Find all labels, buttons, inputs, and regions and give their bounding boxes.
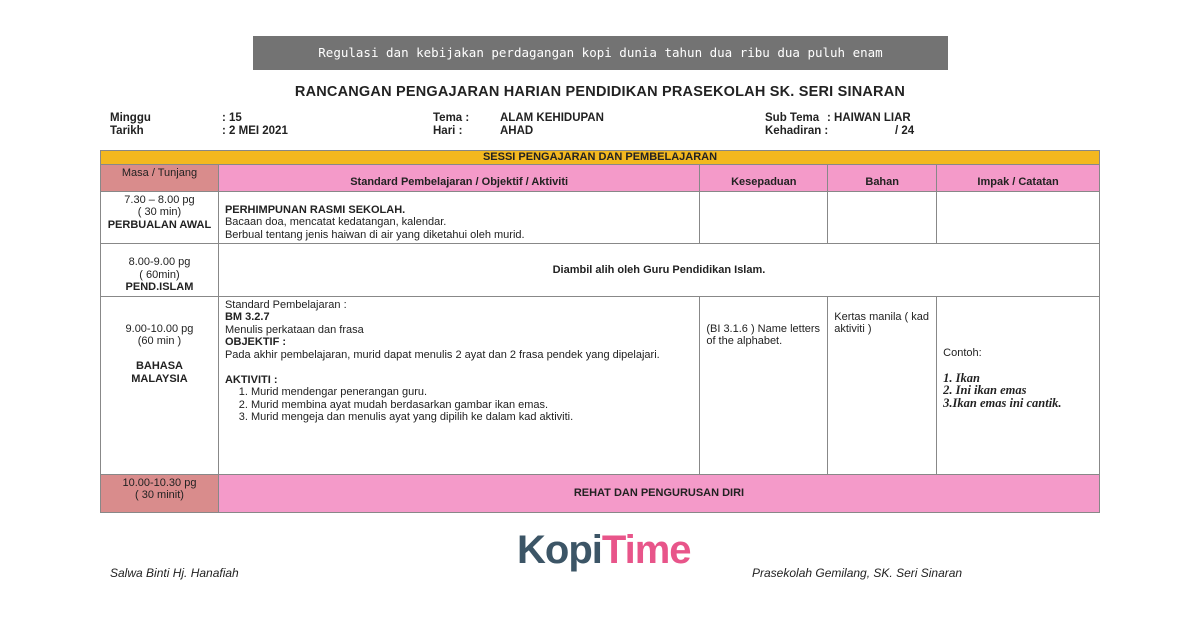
objektif-text: Pada akhir pembelajaran, murid dapat menulis 2 ayat dan 2 frasa pendek yang dipelajari. <box>224 348 660 361</box>
row-note: Diambil alih oleh Guru Pendidikan Islam. <box>218 244 1099 297</box>
tema-value: ALAM KEHIDUPAN <box>500 112 604 124</box>
lesson-table <box>100 150 1100 513</box>
duration: ( 60min) <box>139 268 180 281</box>
table-row <box>101 244 1100 297</box>
row-heading: PERHIMPUNAN RASMI SEKOLAH. <box>224 203 406 216</box>
subject: BAHASA MALAYSIA <box>131 360 188 385</box>
hari-label: Hari : <box>433 125 463 137</box>
row-note: REHAT DAN PENGURUSAN DIRI <box>218 474 1099 512</box>
caption-overlay: Regulasi dan kebijakan perdagangan kopi dunia tahun dua ribu dua puluh enam <box>253 36 948 70</box>
header-standard: Standard Pembelajaran / Objektif / Aktiviti <box>218 164 699 191</box>
logo-part2: Time <box>601 528 691 572</box>
aktiviti-item: 1. Murid mendengar penerangan guru. <box>251 386 693 399</box>
subject: PERBUALAN AWAL <box>107 218 212 231</box>
meta-middle <box>433 112 604 138</box>
subject: PEND.ISLAM <box>125 281 194 293</box>
row-line: Berbual tentang jenis haiwan di air yang diketahui oleh murid. <box>224 228 525 241</box>
tarikh-label: Tarikh <box>110 125 144 137</box>
sp-text: Menulis perkataan dan frasa <box>224 323 364 336</box>
aktiviti-item: 2. Murid membina ayat mudah berdasarkan gambar ikan emas. <box>251 399 693 412</box>
table-row <box>101 191 1100 244</box>
meta-right <box>765 112 914 138</box>
aktiviti-item: 3. Murid mengeja dan menulis ayat yang dipilih ke dalam kad aktiviti. <box>251 411 693 424</box>
sp-code: BM 3.2.7 <box>224 311 270 323</box>
meta-left <box>110 112 288 138</box>
kehadiran-value: / 24 <box>895 125 915 137</box>
section-header: SESSI PENGAJARAN DAN PEMBELAJARAN <box>101 151 1100 165</box>
header-impak: Impak / Catatan <box>937 164 1100 191</box>
time: 8.00-9.00 pg <box>128 256 191 268</box>
kesepaduan-cell: (BI 3.1.6 ) Name letters of the alphabet. <box>700 296 828 474</box>
time: 10.00-10.30 pg <box>122 476 197 489</box>
kopitime-logo <box>517 528 691 573</box>
time: 9.00-10.00 pg <box>125 322 194 335</box>
time: 7.30 – 8.00 pg <box>124 193 195 206</box>
duration: ( 30 minit) <box>135 489 184 501</box>
footer-right: Prasekolah Gemilang, SK. Seri Sinaran <box>752 566 963 580</box>
contoh-item: 2. Ini ikan emas <box>943 383 1027 397</box>
kehadiran-label: Kehadiran : <box>765 125 829 137</box>
table-row <box>101 296 1100 474</box>
bahan-cell: Kertas manila ( kad aktiviti ) <box>828 296 937 474</box>
subtema-label: Sub Tema <box>765 112 820 124</box>
tarikh-value: : 2 MEI 2021 <box>222 125 288 137</box>
footer-left: Salwa Binti Hj. Hanafiah <box>110 566 239 580</box>
tema-label: Tema : <box>433 112 470 124</box>
minggu-label: Minggu <box>110 112 151 124</box>
contoh-item: 3.Ikan emas ini cantik. <box>943 395 1062 410</box>
aktiviti-label: AKTIVITI : <box>224 373 278 386</box>
sp-label: Standard Pembelajaran : <box>224 298 347 311</box>
contoh-item: 1. Ikan <box>943 370 980 385</box>
duration: (60 min ) <box>137 335 182 347</box>
row-line: Bacaan doa, mencatat kedatangan, kalendar. <box>224 216 447 228</box>
hari-value: AHAD <box>500 125 534 137</box>
document-title: RANCANGAN PENGAJARAN HARIAN PENDIDIKAN PRASEKOLAH SK. SERI SINARAN <box>294 84 906 100</box>
table-row <box>101 474 1100 512</box>
contoh-label: Contoh: <box>943 346 982 359</box>
header-masa: Masa / Tunjang <box>101 164 219 191</box>
logo-part1: Kopi <box>517 528 602 572</box>
duration: ( 30 min) <box>137 206 182 218</box>
header-kesepaduan: Kesepaduan <box>700 164 828 191</box>
minggu-value: : 15 <box>222 112 242 124</box>
header-bahan: Bahan <box>828 164 937 191</box>
objektif-label: OBJEKTIF : <box>224 336 287 348</box>
subtema-value: : HAIWAN LIAR <box>827 112 911 124</box>
